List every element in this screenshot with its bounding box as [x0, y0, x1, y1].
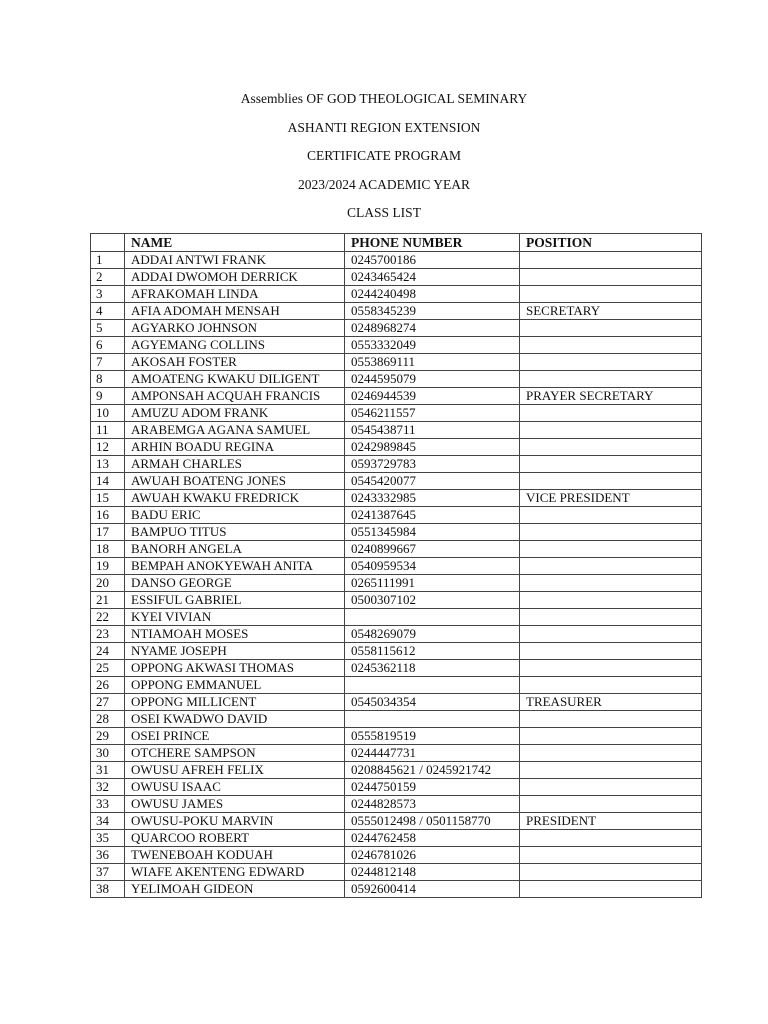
position	[520, 337, 702, 354]
row-number: 28	[91, 711, 125, 728]
phone-number: 0244595079	[345, 371, 520, 388]
row-number: 18	[91, 541, 125, 558]
row-number: 15	[91, 490, 125, 507]
row-number: 1	[91, 252, 125, 269]
position	[520, 354, 702, 371]
student-name: QUARCOO ROBERT	[125, 830, 345, 847]
phone-number: 0593729783	[345, 456, 520, 473]
phone-number: 0241387645	[345, 507, 520, 524]
phone-number: 0208845621 / 0245921742	[345, 762, 520, 779]
table-row	[91, 745, 702, 762]
table-header-row	[91, 234, 702, 252]
row-number: 11	[91, 422, 125, 439]
student-name: TWENEBOAH KODUAH	[125, 847, 345, 864]
position: VICE PRESIDENT	[520, 490, 702, 507]
phone-number: 0245700186	[345, 252, 520, 269]
program-name: CERTIFICATE PROGRAM	[306, 148, 462, 163]
student-name: OPPONG AKWASI THOMAS	[125, 660, 345, 677]
phone-number: 0248968274	[345, 320, 520, 337]
position	[520, 864, 702, 881]
row-number: 14	[91, 473, 125, 490]
column-header-position: POSITION	[520, 234, 702, 252]
student-name: NYAME JOSEPH	[125, 643, 345, 660]
row-number: 24	[91, 643, 125, 660]
table-row	[91, 711, 702, 728]
table-row	[91, 796, 702, 813]
table-row	[91, 252, 702, 269]
student-name: AWUAH BOATENG JONES	[125, 473, 345, 490]
row-number: 12	[91, 439, 125, 456]
phone-number: 0265111991	[345, 575, 520, 592]
student-name: BADU ERIC	[125, 507, 345, 524]
phone-number: 0244447731	[345, 745, 520, 762]
table-row	[91, 847, 702, 864]
table-row	[91, 881, 702, 898]
table-row	[91, 677, 702, 694]
student-name: AKOSAH FOSTER	[125, 354, 345, 371]
student-name: DANSO GEORGE	[125, 575, 345, 592]
position	[520, 252, 702, 269]
table-row	[91, 422, 702, 439]
table-body	[91, 252, 702, 898]
position	[520, 439, 702, 456]
table-row	[91, 337, 702, 354]
student-name: ESSIFUL GABRIEL	[125, 592, 345, 609]
row-number: 17	[91, 524, 125, 541]
table-row	[91, 626, 702, 643]
student-name: OWUSU ISAAC	[125, 779, 345, 796]
student-name: KYEI VIVIAN	[125, 609, 345, 626]
student-name: AMUZU ADOM FRANK	[125, 405, 345, 422]
row-number: 23	[91, 626, 125, 643]
position	[520, 286, 702, 303]
row-number: 8	[91, 371, 125, 388]
student-name: OPPONG MILLICENT	[125, 694, 345, 711]
class-list-table	[90, 233, 702, 898]
student-name: AGYARKO JOHNSON	[125, 320, 345, 337]
table-row	[91, 388, 702, 405]
student-name: AWUAH KWAKU FREDRICK	[125, 490, 345, 507]
position	[520, 660, 702, 677]
row-number: 13	[91, 456, 125, 473]
table-row	[91, 405, 702, 422]
table-row	[91, 643, 702, 660]
student-name: OPPONG EMMANUEL	[125, 677, 345, 694]
phone-number: 0555012498 / 0501158770	[345, 813, 520, 830]
row-number: 27	[91, 694, 125, 711]
row-number: 5	[91, 320, 125, 337]
phone-number: 0246944539	[345, 388, 520, 405]
region-extension: ASHANTI REGION EXTENSION	[287, 119, 481, 135]
student-name: OWUSU JAMES	[125, 796, 345, 813]
position	[520, 762, 702, 779]
row-number: 33	[91, 796, 125, 813]
phone-number: 0558345239	[345, 303, 520, 320]
phone-number: 0244828573	[345, 796, 520, 813]
table-row	[91, 864, 702, 881]
student-name: OWUSU AFREH FELIX	[125, 762, 345, 779]
student-name: OWUSU-POKU MARVIN	[125, 813, 345, 830]
row-number: 34	[91, 813, 125, 830]
position	[520, 711, 702, 728]
phone-number	[345, 677, 520, 694]
table-row	[91, 286, 702, 303]
row-number: 30	[91, 745, 125, 762]
phone-number: 0244762458	[345, 830, 520, 847]
student-name: YELIMOAH GIDEON	[125, 881, 345, 898]
student-name: OSEI KWADWO DAVID	[125, 711, 345, 728]
table-row	[91, 558, 702, 575]
phone-number: 0592600414	[345, 881, 520, 898]
student-name: ARHIN BOADU REGINA	[125, 439, 345, 456]
position	[520, 728, 702, 745]
phone-number	[345, 711, 520, 728]
row-number: 36	[91, 847, 125, 864]
student-name: AMOATENG KWAKU DILIGENT	[125, 371, 345, 388]
position	[520, 609, 702, 626]
position	[520, 830, 702, 847]
row-number: 7	[91, 354, 125, 371]
student-name: AFRAKOMAH LINDA	[125, 286, 345, 303]
row-number: 25	[91, 660, 125, 677]
phone-number: 0545438711	[345, 422, 520, 439]
position	[520, 456, 702, 473]
student-name: ARMAH CHARLES	[125, 456, 345, 473]
table-row	[91, 779, 702, 796]
row-number: 10	[91, 405, 125, 422]
student-name: BANORH ANGELA	[125, 541, 345, 558]
academic-year: 2023/2024 ACADEMIC YEAR	[297, 176, 470, 192]
document-header	[0, 92, 768, 235]
position: SECRETARY	[520, 303, 702, 320]
phone-number: 0244750159	[345, 779, 520, 796]
position	[520, 796, 702, 813]
phone-number: 0244812148	[345, 864, 520, 881]
column-header-number	[91, 234, 125, 252]
position	[520, 881, 702, 898]
table-row	[91, 575, 702, 592]
student-name: BEMPAH ANOKYEWAH ANITA	[125, 558, 345, 575]
student-name: WIAFE AKENTENG EDWARD	[125, 864, 345, 881]
table-row	[91, 762, 702, 779]
table-row	[91, 524, 702, 541]
student-name: AMPONSAH ACQUAH FRANCIS	[125, 388, 345, 405]
table-row	[91, 660, 702, 677]
table-row	[91, 592, 702, 609]
phone-number: 0545034354	[345, 694, 520, 711]
table-row	[91, 269, 702, 286]
table-row	[91, 490, 702, 507]
phone-number: 0555819519	[345, 728, 520, 745]
table-row	[91, 609, 702, 626]
position	[520, 592, 702, 609]
table-row	[91, 439, 702, 456]
phone-number	[345, 609, 520, 626]
position: PRESIDENT	[520, 813, 702, 830]
row-number: 31	[91, 762, 125, 779]
position	[520, 269, 702, 286]
position	[520, 422, 702, 439]
row-number: 26	[91, 677, 125, 694]
table-row	[91, 320, 702, 337]
position: PRAYER SECRETARY	[520, 388, 702, 405]
row-number: 4	[91, 303, 125, 320]
table-row	[91, 371, 702, 388]
student-name: AFIA ADOMAH MENSAH	[125, 303, 345, 320]
row-number: 3	[91, 286, 125, 303]
position	[520, 320, 702, 337]
phone-number: 0242989845	[345, 439, 520, 456]
position	[520, 626, 702, 643]
table-row	[91, 728, 702, 745]
row-number: 37	[91, 864, 125, 881]
phone-number: 0546211557	[345, 405, 520, 422]
student-name: ADDAI DWOMOH DERRICK	[125, 269, 345, 286]
row-number: 9	[91, 388, 125, 405]
student-name: ADDAI ANTWI FRANK	[125, 252, 345, 269]
phone-number: 0545420077	[345, 473, 520, 490]
table-row	[91, 456, 702, 473]
position	[520, 643, 702, 660]
position	[520, 779, 702, 796]
position	[520, 847, 702, 864]
phone-number: 0243465424	[345, 269, 520, 286]
phone-number: 0500307102	[345, 592, 520, 609]
phone-number: 0246781026	[345, 847, 520, 864]
student-name: OSEI PRINCE	[125, 728, 345, 745]
phone-number: 0551345984	[345, 524, 520, 541]
row-number: 20	[91, 575, 125, 592]
seminary-name: Assemblies OF GOD THEOLOGICAL SEMINARY	[240, 91, 528, 106]
position	[520, 524, 702, 541]
column-header-phone: PHONE NUMBER	[345, 234, 520, 252]
table-row	[91, 303, 702, 320]
table-row	[91, 694, 702, 711]
table-row	[91, 813, 702, 830]
student-name: ARABEMGA AGANA SAMUEL	[125, 422, 345, 439]
student-name: BAMPUO TITUS	[125, 524, 345, 541]
row-number: 16	[91, 507, 125, 524]
position: TREASURER	[520, 694, 702, 711]
row-number: 2	[91, 269, 125, 286]
row-number: 19	[91, 558, 125, 575]
phone-number: 0244240498	[345, 286, 520, 303]
phone-number: 0243332985	[345, 490, 520, 507]
row-number: 32	[91, 779, 125, 796]
position	[520, 405, 702, 422]
row-number: 38	[91, 881, 125, 898]
list-title: CLASS LIST	[347, 205, 421, 220]
position	[520, 575, 702, 592]
row-number: 35	[91, 830, 125, 847]
position	[520, 507, 702, 524]
table-row	[91, 507, 702, 524]
row-number: 29	[91, 728, 125, 745]
table-row	[91, 830, 702, 847]
row-number: 21	[91, 592, 125, 609]
phone-number: 0553869111	[345, 354, 520, 371]
row-number: 22	[91, 609, 125, 626]
row-number: 6	[91, 337, 125, 354]
position	[520, 541, 702, 558]
column-header-name: NAME	[125, 234, 345, 252]
table-row	[91, 541, 702, 558]
phone-number: 0558115612	[345, 643, 520, 660]
student-name: OTCHERE SAMPSON	[125, 745, 345, 762]
table-row	[91, 473, 702, 490]
position	[520, 558, 702, 575]
position	[520, 473, 702, 490]
position	[520, 371, 702, 388]
position	[520, 745, 702, 762]
phone-number: 0548269079	[345, 626, 520, 643]
student-name: AGYEMANG COLLINS	[125, 337, 345, 354]
table-row	[91, 354, 702, 371]
phone-number: 0245362118	[345, 660, 520, 677]
phone-number: 0553332049	[345, 337, 520, 354]
phone-number: 0240899667	[345, 541, 520, 558]
student-name: NTIAMOAH MOSES	[125, 626, 345, 643]
phone-number: 0540959534	[345, 558, 520, 575]
position	[520, 677, 702, 694]
